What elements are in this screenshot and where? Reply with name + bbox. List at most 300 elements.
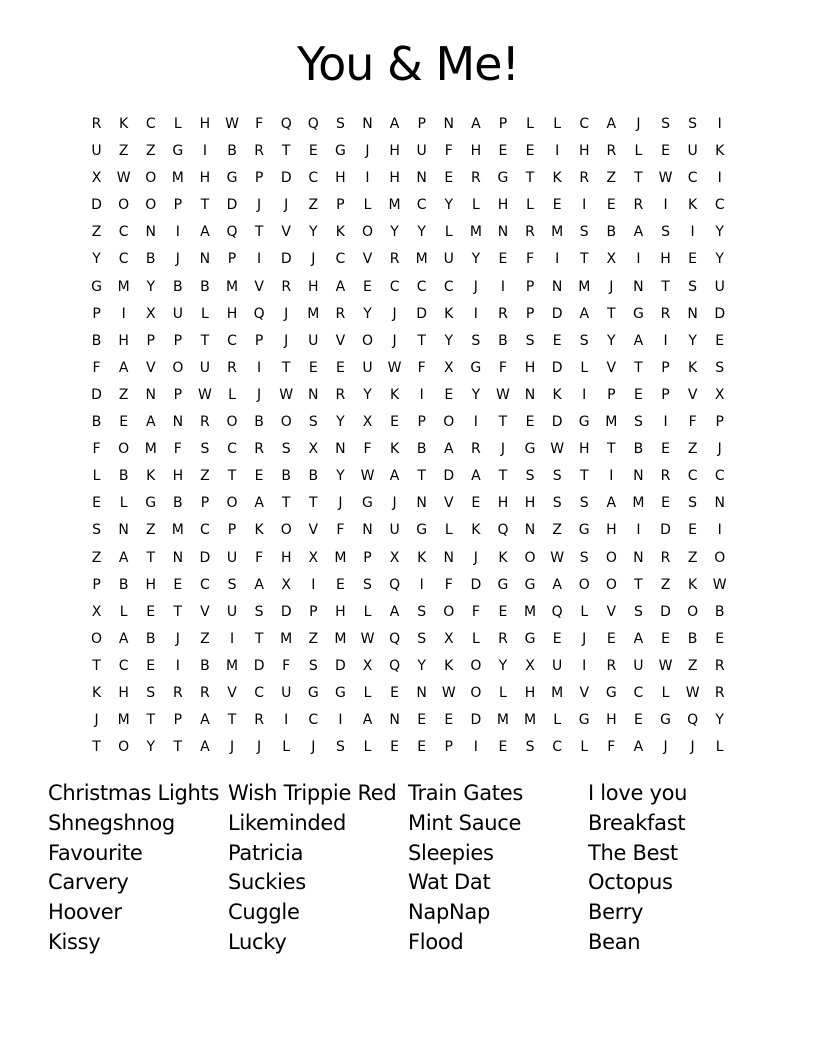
grid-letter: O: [361, 332, 373, 349]
grid-letter: U: [362, 359, 373, 376]
grid-letter: X: [308, 549, 319, 566]
grid-letter: L: [363, 603, 372, 620]
grid-row: [83, 682, 733, 709]
grid-letter: G: [578, 522, 590, 539]
grid-letter: D: [416, 305, 428, 322]
grid-letter: W: [360, 468, 375, 485]
grid-row: [83, 519, 733, 546]
grid-letter: T: [227, 712, 237, 729]
grid-letter: Q: [253, 305, 265, 322]
grid-letter: G: [497, 576, 509, 593]
grid-letter: O: [578, 576, 590, 593]
grid-letter: C: [714, 468, 725, 485]
grid-letter: V: [443, 495, 454, 512]
grid-letter: M: [524, 603, 537, 620]
grid-letter: A: [200, 712, 210, 729]
grid-letter: I: [717, 170, 722, 187]
grid-letter: T: [309, 495, 318, 512]
grid-row: [83, 438, 733, 465]
grid-letter: A: [579, 305, 590, 322]
grid-letter: I: [690, 224, 695, 241]
grid-letter: C: [118, 251, 129, 268]
grid-letter: I: [311, 576, 316, 593]
grid-row: [83, 547, 733, 574]
grid-letter: U: [687, 143, 698, 160]
grid-letter: J: [392, 332, 397, 349]
grid-letter: E: [525, 143, 535, 160]
grid-letter: B: [118, 576, 129, 593]
grid-letter: Y: [715, 251, 724, 268]
grid-letter: C: [227, 441, 237, 458]
word-list-item: Lucky: [228, 929, 287, 954]
grid-letter: W: [658, 170, 673, 187]
grid-letter: E: [715, 332, 725, 349]
grid-letter: S: [417, 603, 427, 620]
grid-letter: T: [579, 468, 589, 485]
grid-letter: C: [254, 684, 264, 701]
grid-letter: A: [362, 712, 373, 729]
word-list-item: Hoover: [48, 900, 122, 925]
grid-letter: F: [526, 251, 535, 268]
grid-letter: F: [336, 522, 345, 539]
grid-letter: U: [226, 549, 238, 566]
grid-letter: B: [254, 414, 264, 431]
grid-letter: X: [443, 630, 454, 647]
grid-letter: N: [633, 549, 644, 566]
grid-letter: P: [715, 414, 724, 431]
grid-letter: H: [199, 116, 211, 132]
grid-letter: D: [660, 603, 671, 620]
grid-letter: E: [363, 278, 372, 295]
grid-letter: L: [201, 305, 209, 322]
grid-letter: S: [688, 495, 698, 512]
grid-letter: E: [173, 576, 183, 593]
grid-letter: P: [92, 576, 101, 593]
grid-letter: H: [118, 684, 129, 701]
grid-letter: T: [146, 549, 156, 566]
grid-letter: T: [281, 143, 291, 160]
grid-letter: L: [580, 739, 589, 756]
grid-letter: R: [227, 359, 237, 376]
grid-letter: K: [444, 657, 454, 674]
grid-letter: Z: [200, 468, 210, 485]
grid-letter: R: [714, 684, 725, 701]
grid-letter: Q: [551, 603, 563, 620]
grid-letter: J: [338, 495, 343, 512]
grid-letter: M: [171, 170, 184, 187]
grid-letter: E: [498, 143, 508, 160]
grid-letter: T: [634, 576, 643, 593]
grid-letter: S: [661, 224, 670, 241]
grid-letter: J: [94, 712, 99, 729]
grid-letter: I: [636, 251, 641, 268]
grid-row: [83, 276, 733, 303]
grid-letter: V: [606, 359, 617, 376]
grid-letter: G: [632, 305, 644, 322]
grid-letter: M: [415, 251, 428, 268]
word-list-item: Christmas Lights: [48, 781, 220, 805]
grid-letter: N: [199, 251, 211, 268]
grid-letter: V: [281, 224, 291, 241]
grid-letter: G: [660, 712, 671, 729]
grid-letter: U: [416, 143, 427, 160]
grid-letter: I: [229, 630, 235, 647]
grid-letter: S: [227, 576, 237, 593]
grid-letter: Y: [336, 414, 345, 431]
grid-letter: H: [226, 305, 238, 322]
grid-letter: N: [524, 522, 536, 539]
grid-row: [83, 736, 733, 763]
grid-letter: S: [335, 739, 345, 756]
grid-letter: L: [471, 197, 480, 214]
grid-letter: E: [661, 143, 670, 160]
grid-letter: N: [172, 549, 184, 566]
grid-letter: F: [444, 576, 453, 593]
grid-letter: J: [257, 197, 262, 214]
grid-letter: D: [714, 305, 726, 322]
grid-letter: K: [688, 197, 698, 214]
word-list-item: Octopus: [588, 870, 673, 895]
word-list-item: Likeminded: [228, 810, 347, 835]
grid-letter: E: [688, 522, 698, 539]
grid-letter: X: [389, 549, 400, 566]
word-list-item: Berry: [588, 900, 644, 925]
grid-letter: U: [552, 657, 563, 674]
grid-letter: D: [91, 386, 102, 403]
grid-letter: T: [92, 739, 101, 756]
word-list-item: Suckies: [228, 870, 306, 895]
grid-letter: S: [579, 332, 589, 349]
grid-letter: I: [365, 170, 370, 187]
grid-letter: I: [473, 305, 478, 322]
grid-letter: O: [524, 549, 536, 566]
grid-letter: P: [254, 332, 264, 349]
grid-letter: Q: [307, 116, 319, 132]
grid-letter: Y: [309, 224, 318, 241]
grid-letter: M: [307, 305, 320, 322]
grid-letter: K: [146, 468, 156, 485]
grid-letter: X: [145, 305, 156, 322]
grid-letter: I: [121, 305, 126, 322]
grid-letter: A: [471, 468, 481, 485]
grid-letter: V: [362, 251, 373, 268]
grid-letter: Z: [91, 549, 102, 566]
grid-letter: Z: [118, 143, 129, 160]
grid-letter: B: [633, 441, 644, 458]
grid-letter: P: [363, 549, 372, 566]
grid-letter: N: [633, 468, 644, 485]
grid-letter: F: [255, 116, 264, 132]
grid-letter: C: [308, 712, 319, 729]
grid-letter: V: [687, 386, 698, 403]
grid-letter: H: [497, 197, 509, 214]
grid-letter: T: [661, 278, 670, 295]
grid-letter: H: [470, 143, 482, 160]
grid-letter: I: [663, 414, 668, 431]
grid-row: [83, 628, 733, 655]
grid-letter: L: [553, 712, 562, 729]
grid-letter: R: [498, 630, 508, 647]
grid-letter: R: [470, 170, 481, 187]
grid-letter: B: [118, 468, 129, 485]
grid-letter: J: [663, 739, 668, 756]
grid-letter: B: [145, 630, 156, 647]
grid-letter: T: [173, 603, 183, 620]
grid-letter: F: [173, 441, 182, 458]
grid-letter: S: [579, 224, 589, 241]
grid-letter: C: [579, 116, 590, 132]
grid-letter: A: [200, 739, 210, 756]
grid-letter: P: [336, 197, 345, 214]
grid-letter: V: [579, 684, 590, 701]
grid-letter: X: [281, 576, 291, 593]
grid-letter: H: [335, 170, 346, 187]
grid-letter: L: [363, 684, 372, 701]
grid-letter: W: [550, 441, 565, 458]
grid-letter: I: [202, 143, 207, 160]
grid-letter: X: [606, 251, 617, 268]
grid-letter: N: [416, 495, 427, 512]
grid-letter: B: [145, 251, 156, 268]
grid-letter: S: [525, 332, 535, 349]
grid-letter: Y: [444, 332, 454, 349]
grid-letter: K: [715, 143, 725, 160]
grid-letter: Y: [444, 197, 454, 214]
grid-letter: V: [145, 359, 156, 376]
grid-row: [83, 194, 733, 221]
grid-letter: R: [633, 197, 644, 214]
word-list-column: [48, 779, 228, 958]
grid-letter: Y: [336, 468, 345, 485]
grid-letter: P: [661, 386, 670, 403]
grid-letter: Z: [308, 197, 319, 214]
grid-letter: L: [634, 143, 643, 160]
grid-letter: K: [91, 684, 102, 701]
grid-letter: R: [470, 441, 481, 458]
grid-letter: T: [498, 414, 508, 431]
grid-letter: L: [661, 684, 670, 701]
grid-letter: Q: [280, 116, 292, 132]
grid-letter: H: [172, 468, 184, 485]
grid-letter: Y: [471, 386, 481, 403]
grid-letter: B: [687, 630, 698, 647]
grid-letter: C: [416, 278, 427, 295]
grid-letter: T: [607, 305, 616, 322]
grid-letter: T: [634, 359, 643, 376]
grid-letter: J: [175, 630, 180, 647]
grid-letter: J: [690, 739, 695, 756]
grid-letter: P: [309, 603, 318, 620]
grid-letter: Y: [92, 251, 101, 268]
grid-letter: S: [308, 414, 318, 431]
grid-letter: U: [443, 251, 454, 268]
grid-letter: E: [390, 684, 399, 701]
grid-letter: G: [605, 684, 617, 701]
grid-letter: E: [498, 739, 508, 756]
grid-letter: P: [417, 116, 426, 132]
grid-letter: Z: [687, 441, 698, 458]
grid-letter: Y: [363, 305, 372, 322]
grid-letter: K: [417, 549, 427, 566]
grid-letter: L: [363, 197, 372, 214]
grid-letter: G: [334, 684, 346, 701]
grid-letter: J: [284, 305, 289, 322]
grid-letter: E: [552, 197, 562, 214]
grid-letter: Z: [145, 522, 156, 539]
grid-letter: C: [200, 576, 210, 593]
grid-letter: A: [254, 576, 264, 593]
grid-letter: D: [470, 576, 482, 593]
grid-letter: G: [524, 630, 536, 647]
grid-letter: E: [390, 739, 399, 756]
grid-letter: L: [526, 116, 534, 132]
grid-letter: M: [334, 630, 347, 647]
grid-letter: G: [470, 359, 482, 376]
grid-letter: O: [687, 603, 699, 620]
grid-letter: O: [470, 684, 482, 701]
grid-letter: P: [661, 359, 670, 376]
grid-letter: R: [579, 170, 590, 187]
grid-letter: M: [225, 657, 239, 674]
grid-row: [83, 221, 733, 248]
grid-letter: B: [308, 468, 319, 485]
grid-letter: S: [146, 684, 156, 701]
word-list-item: Sleepies: [408, 840, 494, 865]
grid-letter: F: [363, 441, 372, 458]
grid-letter: L: [363, 739, 372, 756]
grid-letter: F: [607, 739, 616, 756]
grid-letter: E: [308, 359, 318, 376]
grid-letter: V: [606, 603, 617, 620]
grid-letter: K: [335, 224, 345, 241]
grid-letter: O: [280, 522, 292, 539]
grid-letter: L: [173, 116, 182, 132]
grid-letter: P: [227, 522, 237, 539]
grid-letter: T: [254, 630, 264, 647]
grid-letter: L: [580, 603, 589, 620]
grid-letter: A: [118, 359, 129, 376]
grid-letter: Z: [552, 522, 562, 539]
grid-letter: N: [118, 522, 129, 539]
grid-letter: B: [498, 332, 508, 349]
grid-letter: H: [524, 359, 536, 376]
grid-letter: E: [390, 414, 399, 431]
grid-letter: K: [498, 549, 508, 566]
grid-letter: G: [307, 684, 319, 701]
grid-letter: Z: [687, 549, 698, 566]
grid-letter: E: [254, 468, 264, 485]
grid-letter: K: [471, 522, 481, 539]
grid-letter: R: [335, 305, 346, 322]
grid-letter: L: [444, 522, 453, 539]
grid-letter: O: [118, 441, 130, 458]
grid-letter: E: [525, 414, 535, 431]
grid-letter: R: [660, 549, 671, 566]
grid-letter: N: [145, 224, 156, 241]
word-list-item: Patricia: [228, 840, 304, 865]
grid-letter: D: [91, 197, 102, 214]
grid-letter: F: [417, 359, 426, 376]
grid-letter: G: [578, 414, 590, 431]
grid-letter: L: [499, 684, 507, 701]
grid-letter: I: [284, 712, 289, 729]
grid-letter: O: [226, 414, 238, 431]
grid-letter: W: [360, 630, 375, 647]
grid-letter: Z: [687, 657, 698, 674]
grid-letter: W: [116, 170, 131, 187]
grid-letter: E: [119, 414, 129, 431]
grid-letter: G: [91, 278, 102, 295]
grid-letter: O: [605, 576, 617, 593]
grid-letter: U: [91, 143, 102, 160]
grid-letter: D: [443, 468, 455, 485]
grid-letter: R: [254, 441, 264, 458]
grid-letter: L: [282, 739, 291, 756]
grid-letter: F: [444, 143, 453, 160]
grid-letter: M: [469, 224, 482, 241]
grid-letter: I: [582, 657, 587, 674]
word-list-item: Bean: [588, 929, 641, 954]
grid-letter: C: [687, 468, 698, 485]
grid-letter: O: [714, 549, 726, 566]
grid-row: [83, 303, 733, 330]
grid-letter: M: [551, 224, 564, 241]
grid-letter: H: [606, 712, 617, 729]
grid-letter: P: [173, 197, 183, 214]
grid-letter: C: [633, 684, 644, 701]
grid-letter: P: [525, 305, 535, 322]
grid-letter: R: [660, 468, 671, 485]
grid-letter: P: [417, 414, 426, 431]
grid-letter: E: [633, 712, 643, 729]
grid-letter: S: [525, 468, 535, 485]
grid-letter: T: [634, 170, 643, 187]
grid-letter: E: [498, 251, 508, 268]
grid-letter: N: [687, 305, 698, 322]
grid-letter: L: [526, 197, 534, 214]
grid-letter: X: [362, 414, 373, 431]
word-list-item: Breakfast: [588, 810, 686, 835]
grid-letter: E: [444, 170, 454, 187]
grid-letter: N: [714, 495, 725, 512]
grid-letter: Y: [715, 224, 724, 241]
grid-letter: T: [525, 170, 535, 187]
grid-letter: A: [118, 630, 129, 647]
grid-letter: Z: [308, 630, 319, 647]
grid-letter: E: [661, 495, 670, 512]
grid-letter: D: [280, 603, 292, 620]
grid-letter: N: [389, 712, 400, 729]
grid-letter: E: [471, 495, 481, 512]
grid-letter: D: [226, 197, 238, 214]
grid-letter: M: [334, 549, 347, 566]
grid-letter: X: [443, 359, 454, 376]
grid-letter: K: [444, 305, 454, 322]
grid-letter: D: [551, 414, 563, 431]
grid-letter: U: [281, 684, 292, 701]
grid-letter: P: [444, 739, 453, 756]
grid-letter: J: [392, 305, 397, 322]
grid-letter: L: [119, 603, 128, 620]
word-list-item: Wat Dat: [408, 870, 491, 895]
grid-letter: Y: [146, 739, 156, 756]
grid-letter: S: [308, 657, 318, 674]
grid-letter: R: [525, 224, 535, 241]
grid-letter: S: [688, 278, 698, 295]
grid-letter: R: [91, 116, 102, 132]
grid-letter: Z: [145, 143, 156, 160]
grid-row: [83, 140, 733, 167]
